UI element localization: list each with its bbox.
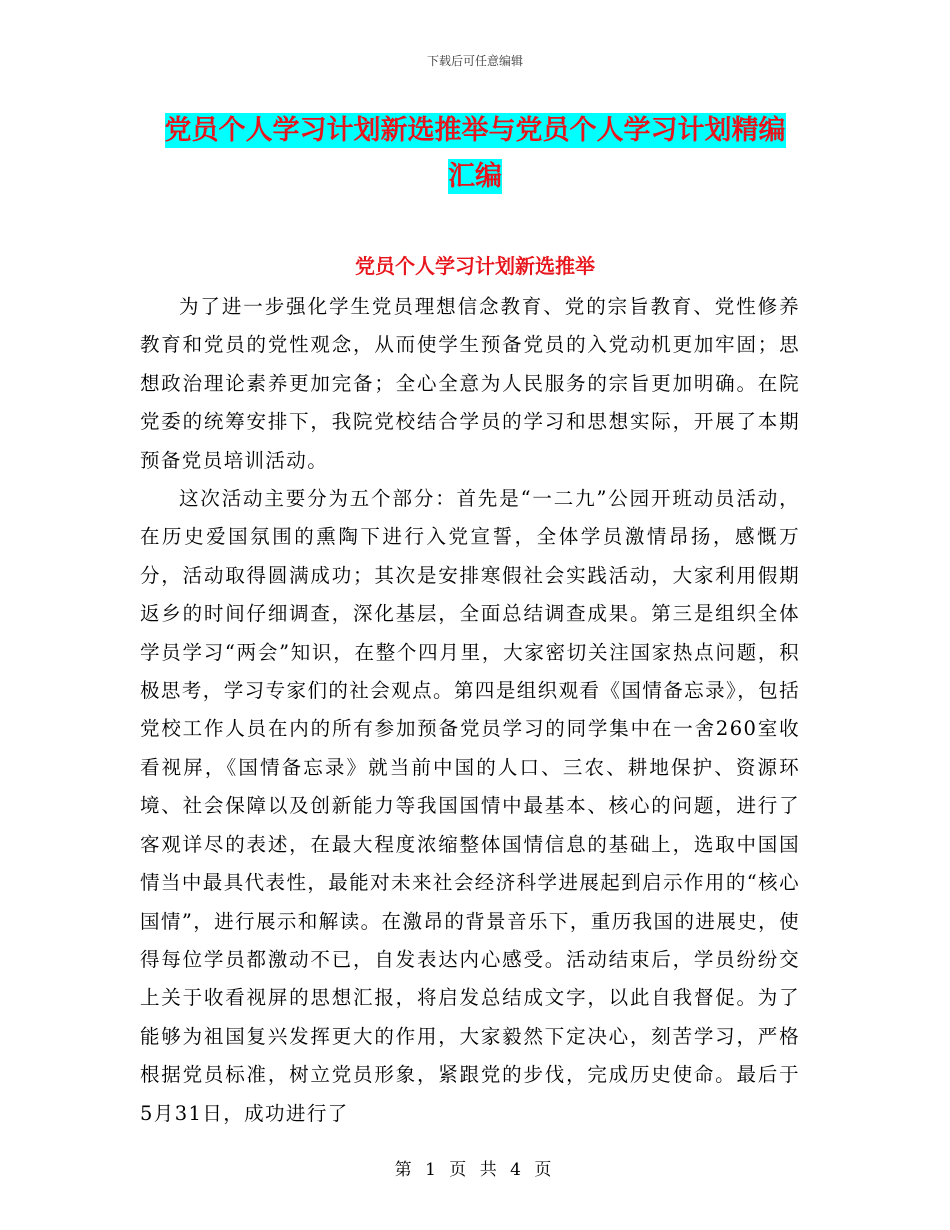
paragraph-1: 为了进一步强化学生党员理想信念教育、党的宗旨教育、党性修养教育和党员的党性观念，从而使学生预备党员的入党动机更加牢固；思想政治理论素养更加完备；全心全意为人民服务的宗旨更加明确。在院党委的统筹安排下，我院党校结合学员的学习和思想实际，开展了本期预备党员培训活动。 — [140, 295, 800, 472]
section-title: 党员个人学习计划新选推举 — [355, 254, 595, 278]
body-text — [140, 288, 800, 1133]
document-title-line-2: 汇编 — [448, 161, 502, 192]
page-footer: 第 1 页 共 4 页 — [394, 1160, 556, 1180]
document-title — [0, 108, 950, 200]
document-title-line-1: 党员个人学习计划新选推举与党员个人学习计划精编 — [164, 115, 786, 146]
header-note: 下载后可任意编辑 — [426, 54, 523, 68]
paragraph-2: 这次活动主要分为五个部分：首先是“一二九”公园开班动员活动，在历史爱国氛围的熏陶下进行入党宣誓，全体学员激情昂扬，感慨万分，活动取得圆满成功；其次是安排寒假社会实践活动，大家利用假期返乡的时间仔细调查，深化基层，全面总结调查成果。第三是组织全体学员学习“两会”知识，在整个四月里，大家密切关注国家热点问题，积极思考，学习专家们的社会观点。第四是组织观看《国情备忘录》，包括党校工作人员在内的所有参加预备党员学习的同学集中在一舍260室收看视屏，《国情备忘录》就当前中国的人口、三农、耕地保护、资源环境、社会保障以及创新能力等我国国情中最基本、核心的问题，进行了客观详尽的表述，在最大程度浓缩整体国情信息的基础上，选取中国国情当中最具代表性，最能对未来社会经济科学进展起到启示作用的“核心国情”，进行展示和解读。在激昂的背景音乐下，重历我国的进展史，使得每位学员都激动不已，自发表达内心感受。活动结束后，学员纷纷交上关于收看视屏的思想汇报，将启发总结成文字，以此自我督促。为了能够为祖国复兴发挥更大的作用，大家毅然下定决心，刻苦学习，严格根据党员标准，树立党员形象，紧跟党的步伐，完成历史使命。最后于5月31日，成功进行了 — [140, 487, 800, 1125]
